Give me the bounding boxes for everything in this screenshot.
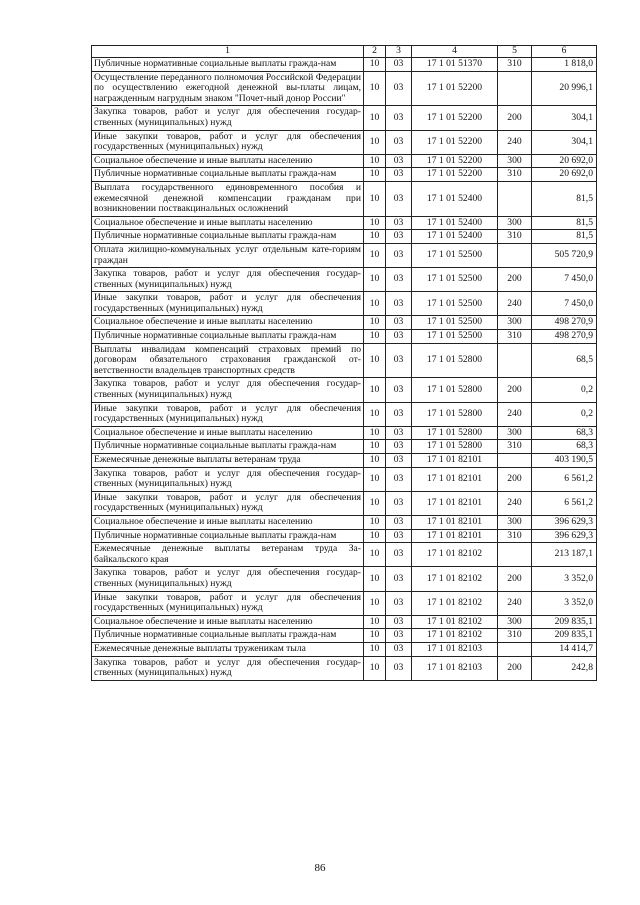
row-name-cell: Иные закупки товаров, работ и услуг для обеспечения государственных (муниципальных) нужд bbox=[92, 591, 364, 615]
row-name-cell: Публичные нормативные социальные выплаты гражда-нам bbox=[92, 230, 364, 244]
row-target-article-cell: 17 1 01 52800 bbox=[412, 402, 498, 426]
row-name-cell: Закупка товаров, работ и услуг для обеспечения государ-ственных (муниципальных) нужд bbox=[92, 467, 364, 491]
row-subsection-cell: 03 bbox=[386, 243, 412, 267]
row-expense-type-cell bbox=[498, 454, 532, 468]
row-subsection-cell: 03 bbox=[386, 106, 412, 130]
row-name-cell: Оплата жилищно-коммунальных услуг отдельным кате-гориям граждан bbox=[92, 243, 364, 267]
row-expense-type-cell: 240 bbox=[498, 591, 532, 615]
row-target-article-cell: 17 1 01 51370 bbox=[412, 58, 498, 72]
row-amount-cell: 68,5 bbox=[532, 343, 597, 378]
row-target-article-cell: 17 1 01 82102 bbox=[412, 591, 498, 615]
row-subsection-cell: 03 bbox=[386, 440, 412, 454]
row-target-article-cell: 17 1 01 52500 bbox=[412, 330, 498, 344]
table-row bbox=[92, 426, 597, 440]
row-section-cell: 10 bbox=[364, 656, 386, 680]
row-expense-type-cell: 310 bbox=[498, 58, 532, 72]
row-target-article-cell: 17 1 01 82101 bbox=[412, 491, 498, 515]
row-section-cell: 10 bbox=[364, 154, 386, 168]
row-section-cell: 10 bbox=[364, 106, 386, 130]
row-section-cell: 10 bbox=[364, 591, 386, 615]
row-subsection-cell: 03 bbox=[386, 426, 412, 440]
row-section-cell: 10 bbox=[364, 529, 386, 543]
row-target-article-cell: 17 1 01 52200 bbox=[412, 71, 498, 106]
row-expense-type-cell bbox=[498, 343, 532, 378]
row-amount-cell: 7 450,0 bbox=[532, 292, 597, 316]
row-amount-cell: 304,1 bbox=[532, 130, 597, 154]
row-section-cell: 10 bbox=[364, 567, 386, 591]
row-expense-type-cell: 310 bbox=[498, 529, 532, 543]
row-target-article-cell: 17 1 01 82101 bbox=[412, 529, 498, 543]
table-row bbox=[92, 316, 597, 330]
row-expense-type-cell: 200 bbox=[498, 656, 532, 680]
row-name-cell: Выплаты инвалидам компенсаций страховых премий по договорам обязательного страхования гражданской от-ветственности владельцев транспортных средств bbox=[92, 343, 364, 378]
table-row bbox=[92, 230, 597, 244]
row-target-article-cell: 17 1 01 52500 bbox=[412, 243, 498, 267]
row-expense-type-cell: 300 bbox=[498, 426, 532, 440]
row-name-cell: Социальное обеспечение и иные выплаты населению bbox=[92, 426, 364, 440]
row-subsection-cell: 03 bbox=[386, 402, 412, 426]
row-amount-cell: 1 818,0 bbox=[532, 58, 597, 72]
row-section-cell: 10 bbox=[364, 440, 386, 454]
row-name-cell: Публичные нормативные социальные выплаты гражда-нам bbox=[92, 529, 364, 543]
table-row bbox=[92, 58, 597, 72]
row-amount-cell: 81,5 bbox=[532, 216, 597, 230]
row-target-article-cell: 17 1 01 82101 bbox=[412, 515, 498, 529]
row-section-cell: 10 bbox=[364, 515, 386, 529]
row-target-article-cell: 17 1 01 52400 bbox=[412, 181, 498, 216]
row-name-cell: Публичные нормативные социальные выплаты граждa-нам bbox=[92, 58, 364, 72]
row-section-cell: 10 bbox=[364, 343, 386, 378]
row-expense-type-cell: 240 bbox=[498, 130, 532, 154]
row-name-cell: Закупка товаров, работ и услуг для обеспечения государ-ственных (муниципальных) нужд bbox=[92, 268, 364, 292]
row-amount-cell: 213 187,1 bbox=[532, 543, 597, 567]
row-amount-cell: 498 270,9 bbox=[532, 316, 597, 330]
row-expense-type-cell bbox=[498, 243, 532, 267]
row-name-cell: Социальное обеспечение и иные выплаты населению bbox=[92, 316, 364, 330]
row-expense-type-cell: 200 bbox=[498, 467, 532, 491]
row-name-cell: Иные закупки товаров, работ и услуг для обеспечения государственных (муниципальных) нужд bbox=[92, 402, 364, 426]
row-subsection-cell: 03 bbox=[386, 181, 412, 216]
row-subsection-cell: 03 bbox=[386, 343, 412, 378]
row-amount-cell: 6 561,2 bbox=[532, 491, 597, 515]
row-target-article-cell: 17 1 01 82103 bbox=[412, 642, 498, 656]
row-amount-cell: 403 190,5 bbox=[532, 454, 597, 468]
table-row bbox=[92, 268, 597, 292]
row-target-article-cell: 17 1 01 82102 bbox=[412, 615, 498, 629]
row-expense-type-cell bbox=[498, 181, 532, 216]
row-expense-type-cell: 300 bbox=[498, 615, 532, 629]
row-section-cell: 10 bbox=[364, 629, 386, 643]
row-expense-type-cell: 240 bbox=[498, 491, 532, 515]
row-amount-cell: 20 692,0 bbox=[532, 154, 597, 168]
row-name-cell: Иные закупки товаров, работ и услуг для обеспечения государственных (муниципальных) нужд bbox=[92, 491, 364, 515]
row-subsection-cell: 03 bbox=[386, 330, 412, 344]
row-name-cell: Социальное обеспечение и иные выплаты населению bbox=[92, 615, 364, 629]
page-number: 86 bbox=[314, 862, 326, 874]
row-subsection-cell: 03 bbox=[386, 491, 412, 515]
table-row bbox=[92, 642, 597, 656]
row-subsection-cell: 03 bbox=[386, 154, 412, 168]
row-section-cell: 10 bbox=[364, 181, 386, 216]
row-target-article-cell: 17 1 01 82102 bbox=[412, 543, 498, 567]
row-section-cell: 10 bbox=[364, 243, 386, 267]
row-amount-cell: 81,5 bbox=[532, 181, 597, 216]
row-expense-type-cell: 200 bbox=[498, 567, 532, 591]
row-subsection-cell: 03 bbox=[386, 467, 412, 491]
row-name-cell: Социальное обеспечение и иные выплаты населению bbox=[92, 216, 364, 230]
row-amount-cell: 304,1 bbox=[532, 106, 597, 130]
table-row bbox=[92, 591, 597, 615]
row-subsection-cell: 03 bbox=[386, 615, 412, 629]
budget-table bbox=[91, 45, 597, 681]
row-amount-cell: 20 996,1 bbox=[532, 71, 597, 106]
row-expense-type-cell: 310 bbox=[498, 330, 532, 344]
row-name-cell: Публичные нормативные социальные выплаты гражда-нам bbox=[92, 629, 364, 643]
table-header-row bbox=[92, 46, 597, 58]
header-cell-subsection: 3 bbox=[386, 46, 412, 58]
row-amount-cell: 3 352,0 bbox=[532, 591, 597, 615]
header-cell-name: 1 bbox=[92, 46, 364, 58]
row-expense-type-cell: 240 bbox=[498, 402, 532, 426]
row-expense-type-cell: 310 bbox=[498, 629, 532, 643]
row-expense-type-cell: 310 bbox=[498, 168, 532, 182]
row-section-cell: 10 bbox=[364, 216, 386, 230]
row-target-article-cell: 17 1 01 52800 bbox=[412, 343, 498, 378]
row-name-cell: Ежемесячные денежные выплаты труженикам тыла bbox=[92, 642, 364, 656]
row-name-cell: Осуществление переданного полномочия Российской Федерации по осуществлению ежегодной денежной вы-платы лицам, награжденным нагрудным знаком "Почет-ный донор России" bbox=[92, 71, 364, 106]
row-target-article-cell: 17 1 01 82101 bbox=[412, 454, 498, 468]
row-amount-cell: 396 629,3 bbox=[532, 529, 597, 543]
row-amount-cell: 20 692,0 bbox=[532, 168, 597, 182]
row-subsection-cell: 03 bbox=[386, 591, 412, 615]
row-subsection-cell: 03 bbox=[386, 656, 412, 680]
row-amount-cell: 68,3 bbox=[532, 426, 597, 440]
row-amount-cell: 396 629,3 bbox=[532, 515, 597, 529]
table-row bbox=[92, 467, 597, 491]
row-name-cell: Закупка товаров, работ и услуг для обеспечения государ-ственных (муниципальных) нужд bbox=[92, 378, 364, 402]
row-name-cell: Публичные нормативные социальные выплаты гражда-нам bbox=[92, 440, 364, 454]
row-name-cell: Социальное обеспечение и иные выплаты населению bbox=[92, 154, 364, 168]
row-section-cell: 10 bbox=[364, 642, 386, 656]
table-row bbox=[92, 181, 597, 216]
row-name-cell: Закупка товаров, работ и услуг для обеспечения государ-ственных (муниципальных) нужд bbox=[92, 656, 364, 680]
row-section-cell: 10 bbox=[364, 292, 386, 316]
row-name-cell: Социальное обеспечение и иные выплаты населению bbox=[92, 515, 364, 529]
row-target-article-cell: 17 1 01 52200 bbox=[412, 106, 498, 130]
row-amount-cell: 81,5 bbox=[532, 230, 597, 244]
table-row bbox=[92, 71, 597, 106]
row-target-article-cell: 17 1 01 52200 bbox=[412, 168, 498, 182]
row-section-cell: 10 bbox=[364, 316, 386, 330]
row-name-cell: Публичные нормативные социальные выплаты гражда-нам bbox=[92, 168, 364, 182]
row-section-cell: 10 bbox=[364, 330, 386, 344]
row-subsection-cell: 03 bbox=[386, 58, 412, 72]
row-target-article-cell: 17 1 01 52500 bbox=[412, 292, 498, 316]
row-name-cell: Ежемесячные денежные выплаты ветеранам труда За-байкальского края bbox=[92, 543, 364, 567]
row-target-article-cell: 17 1 01 82103 bbox=[412, 656, 498, 680]
row-subsection-cell: 03 bbox=[386, 292, 412, 316]
row-expense-type-cell: 310 bbox=[498, 440, 532, 454]
row-name-cell: Иные закупки товаров, работ и услуг для обеспечения государственных (муниципальных) нужд bbox=[92, 130, 364, 154]
row-expense-type-cell: 310 bbox=[498, 230, 532, 244]
row-section-cell: 10 bbox=[364, 454, 386, 468]
row-target-article-cell: 17 1 01 52800 bbox=[412, 440, 498, 454]
table-row bbox=[92, 343, 597, 378]
header-cell-expense-type: 5 bbox=[498, 46, 532, 58]
row-amount-cell: 0,2 bbox=[532, 378, 597, 402]
row-section-cell: 10 bbox=[364, 58, 386, 72]
row-expense-type-cell bbox=[498, 543, 532, 567]
row-subsection-cell: 03 bbox=[386, 230, 412, 244]
table-row bbox=[92, 567, 597, 591]
row-subsection-cell: 03 bbox=[386, 529, 412, 543]
row-section-cell: 10 bbox=[364, 467, 386, 491]
row-amount-cell: 68,3 bbox=[532, 440, 597, 454]
row-subsection-cell: 03 bbox=[386, 642, 412, 656]
row-target-article-cell: 17 1 01 52400 bbox=[412, 230, 498, 244]
row-amount-cell: 242,8 bbox=[532, 656, 597, 680]
row-section-cell: 10 bbox=[364, 230, 386, 244]
row-subsection-cell: 03 bbox=[386, 378, 412, 402]
row-section-cell: 10 bbox=[364, 402, 386, 426]
table-row bbox=[92, 330, 597, 344]
row-target-article-cell: 17 1 01 52500 bbox=[412, 316, 498, 330]
row-target-article-cell: 17 1 01 82102 bbox=[412, 629, 498, 643]
row-expense-type-cell: 240 bbox=[498, 292, 532, 316]
row-name-cell: Публичные нормативные социальные выплаты гражда-нам bbox=[92, 330, 364, 344]
row-name-cell: Закупка товаров, работ и услуг для обеспечения государ-ственных (муниципальных) нужд bbox=[92, 106, 364, 130]
table-row bbox=[92, 216, 597, 230]
table-row bbox=[92, 106, 597, 130]
row-section-cell: 10 bbox=[364, 378, 386, 402]
row-amount-cell: 209 835,1 bbox=[532, 629, 597, 643]
row-subsection-cell: 03 bbox=[386, 316, 412, 330]
table-row bbox=[92, 378, 597, 402]
row-name-cell: Закупка товаров, работ и услуг для обеспечения государ-ственных (муниципальных) нужд bbox=[92, 567, 364, 591]
row-section-cell: 10 bbox=[364, 615, 386, 629]
row-target-article-cell: 17 1 01 82102 bbox=[412, 567, 498, 591]
row-expense-type-cell: 300 bbox=[498, 216, 532, 230]
row-expense-type-cell bbox=[498, 642, 532, 656]
table-row bbox=[92, 515, 597, 529]
row-name-cell: Иные закупки товаров, работ и услуг для обеспечения государственных (муниципальных) нужд bbox=[92, 292, 364, 316]
table-row bbox=[92, 629, 597, 643]
row-amount-cell: 0,2 bbox=[532, 402, 597, 426]
row-section-cell: 10 bbox=[364, 426, 386, 440]
row-subsection-cell: 03 bbox=[386, 515, 412, 529]
header-cell-section: 2 bbox=[364, 46, 386, 58]
row-section-cell: 10 bbox=[364, 543, 386, 567]
row-target-article-cell: 17 1 01 52800 bbox=[412, 426, 498, 440]
row-subsection-cell: 03 bbox=[386, 216, 412, 230]
row-subsection-cell: 03 bbox=[386, 71, 412, 106]
row-expense-type-cell bbox=[498, 71, 532, 106]
row-amount-cell: 3 352,0 bbox=[532, 567, 597, 591]
row-subsection-cell: 03 bbox=[386, 268, 412, 292]
table-row bbox=[92, 154, 597, 168]
row-subsection-cell: 03 bbox=[386, 629, 412, 643]
row-amount-cell: 209 835,1 bbox=[532, 615, 597, 629]
row-subsection-cell: 03 bbox=[386, 454, 412, 468]
row-expense-type-cell: 300 bbox=[498, 154, 532, 168]
header-cell-amount: 6 bbox=[532, 46, 597, 58]
table-row bbox=[92, 168, 597, 182]
table-row bbox=[92, 402, 597, 426]
row-amount-cell: 505 720,9 bbox=[532, 243, 597, 267]
row-subsection-cell: 03 bbox=[386, 567, 412, 591]
table-row bbox=[92, 656, 597, 680]
row-expense-type-cell: 200 bbox=[498, 268, 532, 292]
header-cell-target-article: 4 bbox=[412, 46, 498, 58]
row-name-cell: Выплата государственного единовременного пособия и ежемесячной денежной компенсации гражданам при возникновении поствакцинальных осложнений bbox=[92, 181, 364, 216]
row-section-cell: 10 bbox=[364, 168, 386, 182]
row-subsection-cell: 03 bbox=[386, 543, 412, 567]
table-row bbox=[92, 243, 597, 267]
table-row bbox=[92, 543, 597, 567]
table-row bbox=[92, 615, 597, 629]
row-expense-type-cell: 300 bbox=[498, 515, 532, 529]
row-section-cell: 10 bbox=[364, 491, 386, 515]
row-target-article-cell: 17 1 01 52500 bbox=[412, 268, 498, 292]
row-amount-cell: 6 561,2 bbox=[532, 467, 597, 491]
row-target-article-cell: 17 1 01 52200 bbox=[412, 154, 498, 168]
row-subsection-cell: 03 bbox=[386, 130, 412, 154]
table-row bbox=[92, 440, 597, 454]
row-expense-type-cell: 200 bbox=[498, 106, 532, 130]
row-section-cell: 10 bbox=[364, 268, 386, 292]
table-row bbox=[92, 130, 597, 154]
table-row bbox=[92, 491, 597, 515]
row-section-cell: 10 bbox=[364, 71, 386, 106]
table-row bbox=[92, 529, 597, 543]
row-name-cell: Ежемесячные денежные выплаты ветеранам труда bbox=[92, 454, 364, 468]
table-row bbox=[92, 454, 597, 468]
table-row bbox=[92, 292, 597, 316]
row-expense-type-cell: 300 bbox=[498, 316, 532, 330]
row-amount-cell: 498 270,9 bbox=[532, 330, 597, 344]
row-target-article-cell: 17 1 01 82101 bbox=[412, 467, 498, 491]
row-subsection-cell: 03 bbox=[386, 168, 412, 182]
row-amount-cell: 14 414,7 bbox=[532, 642, 597, 656]
row-expense-type-cell: 200 bbox=[498, 378, 532, 402]
row-section-cell: 10 bbox=[364, 130, 386, 154]
row-target-article-cell: 17 1 01 52400 bbox=[412, 216, 498, 230]
row-target-article-cell: 17 1 01 52800 bbox=[412, 378, 498, 402]
row-amount-cell: 7 450,0 bbox=[532, 268, 597, 292]
row-target-article-cell: 17 1 01 52200 bbox=[412, 130, 498, 154]
